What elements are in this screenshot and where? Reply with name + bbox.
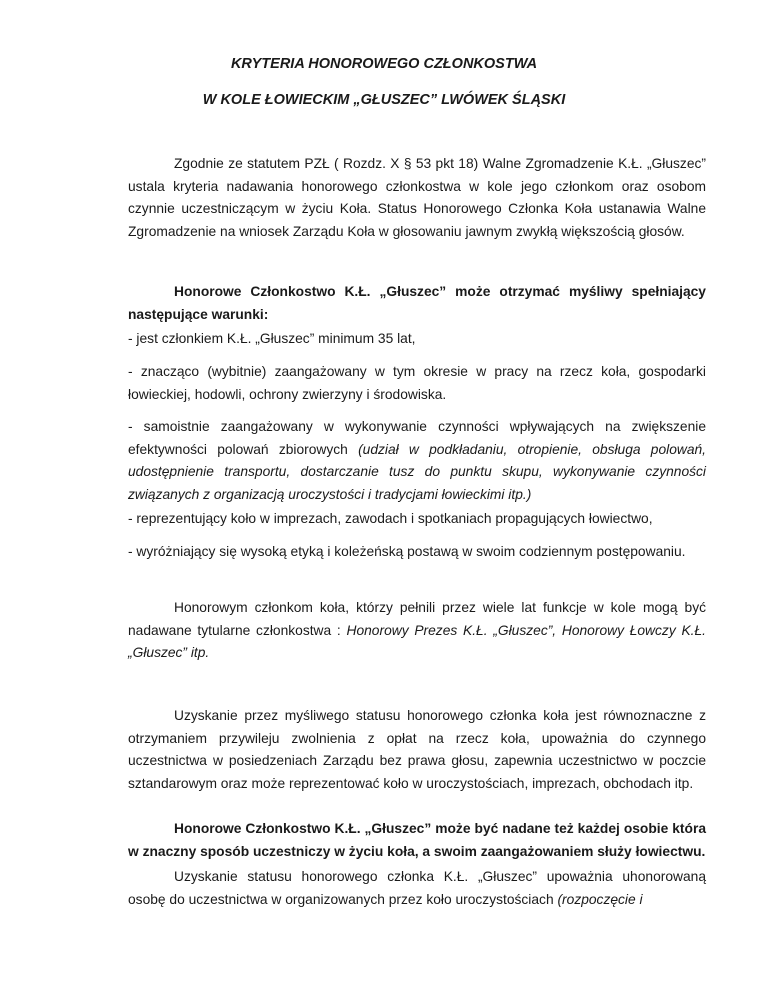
condition-hunt-support-examples: (udział w podkładaniu, otropienie, obsługa polowań, udostępnienie transportu, dostarczanie tusz do punktu skupu, wykonywanie czynności związanych z organizacją uroczystości i tradycjami łowieckimi itp.) <box>128 441 707 502</box>
titular-membership-text: Honorowym członkom koła, którzy pełnili przez wiele lat funkcje w kole mogą być nadawane tytularne członkostwa : <box>128 600 706 638</box>
final-paragraph-text: Uzyskanie statusu honorowego członka K.Ł. „Głuszec” upoważnia uhonorowaną osobę do uczestnictwa w organizowanych przez koło uroczystościach <box>128 869 706 907</box>
conditions-heading: Honorowe Członkostwo K.Ł. „Głuszec” może otrzymać myśliwy spełniający następujące warunki: <box>128 284 706 322</box>
condition-hunt-support <box>128 416 706 506</box>
condition-representation: - reprezentujący koło w imprezach, zawodach i spotkaniach propagujących łowiectwo, <box>128 511 653 526</box>
final-paragraph-italic: (rozpoczęcie i <box>557 891 643 907</box>
intro-paragraph: Zgodnie ze statutem PZŁ ( Rozdz. X § 53 pkt 18) Walne Zgromadzenie K.Ł. „Głuszec” ustala kryteria nadawania honorowego członkostwa w kole jego członkom oraz osobom czynnie uczestniczącym w życiu Koła. Status Honorowego Członka Koła ustanawia Walne Zgromadzenie na wniosek Zarządu Koła w głosowaniu jawnym zwykłą większością głosów. <box>128 156 706 239</box>
condition-engagement: - znacząco (wybitnie) zaangażowany w tym okresie w pracy na rzecz koła, gospodarki łowieckiej, hodowli, ochrony zwierzyny i środowiska. <box>128 364 706 402</box>
condition-hunt-support-text: - samoistnie zaangażowany w wykonywanie czynności wpływających na zwiększenie efektywności polowań zbiorowych <box>128 419 706 457</box>
other-persons-paragraph: Honorowe Członkostwo K.Ł. „Głuszec” może być nadane też każdej osobie która w znaczny sposób uczestniczy w życiu koła, a swoim zaangażowaniem służy łowiectwu. <box>128 821 706 859</box>
document-title-line-1: KRYTERIA HONOROWEGO CZŁONKOSTWA <box>230 56 538 72</box>
titular-membership-paragraph <box>128 597 706 665</box>
condition-membership-years: - jest członkiem K.Ł. „Głuszec” minimum 35 lat, <box>128 331 416 346</box>
condition-ethics: - wyróżniający się wysoką etyką i koleżeńską postawą w swoim codziennym postępowaniu. <box>128 544 686 559</box>
document-title-line-2: W KOLE ŁOWIECKIM „GŁUSZEC” LWÓWEK ŚLĄSKI <box>202 92 566 108</box>
final-paragraph <box>128 866 706 911</box>
privileges-paragraph: Uzyskanie przez myśliwego statusu honorowego członka koła jest równoznaczne z otrzymaniem przywileju zwolnienia z opłat na rzecz koła, upoważnia do czynnego uczestnictwa w posiedzeniach Zarządu bez prawa głosu, zapewnia uczestnictwo w poczcie sztandarowym oraz może reprezentować koło w uroczystościach, imprezach, obchodach itp. <box>128 708 706 791</box>
titular-membership-titles: Honorowy Prezes K.Ł. „Głuszec”, Honorowy Łowczy K.Ł. „Głuszec” itp. <box>128 622 706 661</box>
